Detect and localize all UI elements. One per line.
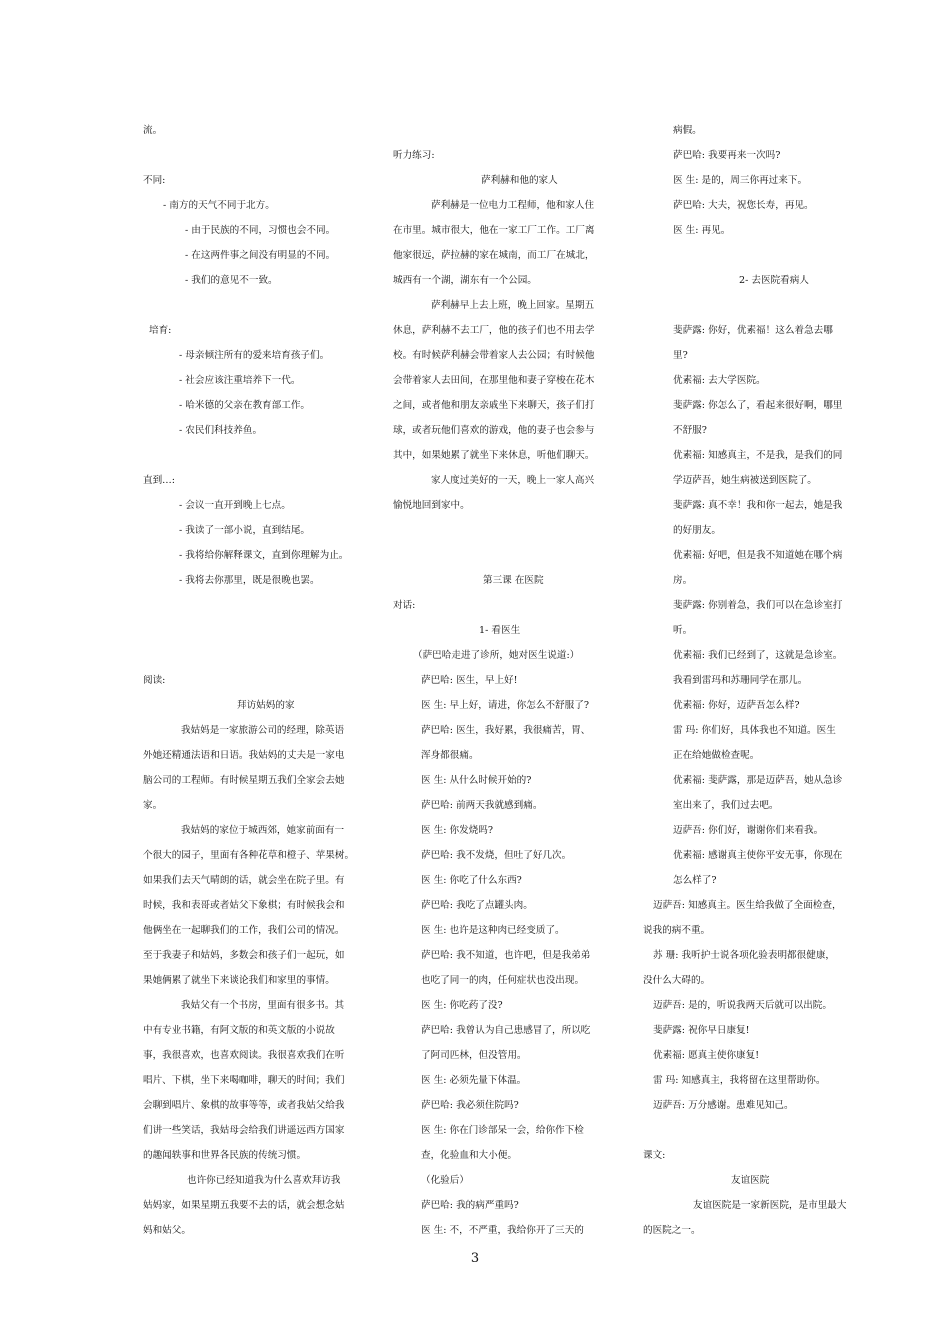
text-line: 休息，萨利赫不去工厂，他的孩子们也不用去学: [393, 325, 595, 336]
text-line: 校。有时候萨利赫会带着家人去公园；有时候他: [393, 350, 595, 361]
text-line: 斐萨露: 你好，优素福！这么着急去哪: [673, 325, 833, 336]
text-line: 优素福: 好吧，但是我不知道她在哪个病: [673, 550, 843, 561]
text-line: 流。: [143, 125, 163, 136]
text-line: 房。: [673, 575, 693, 586]
text-line: 萨巴哈: 我吃了点罐头肉。: [421, 900, 533, 911]
text-line: 愉悦地回到家中。: [393, 500, 470, 511]
column-left: [143, 118, 365, 1243]
text-line: 会带着家人去田间，在那里他和妻子穿梭在花木: [393, 375, 595, 386]
text-line: 的趣闻轶事和世界各民族的传统习惯。: [143, 1150, 307, 1161]
text-line: 优素福: 感谢真主使你平安无事，你现在: [673, 850, 843, 861]
text-line: 学迈萨吾，她生病被送到医院了。: [673, 475, 817, 486]
text-line: 他俩坐在一起聊我们的工作，我们公司的情况。: [143, 925, 345, 936]
text-line: 医 生: 你吃药了没?: [421, 1000, 503, 1011]
text-line: 也吃了同一的肉，任何症状也没出现。: [421, 975, 585, 986]
text-line: 如果我们去天气晴朗的话，就会坐在院子里。有: [143, 875, 345, 886]
text-line: 他家很远，萨拉赫的家在城南，而工厂在城北，: [393, 250, 595, 261]
text-line: - 我读了一部小说，直到结尾。: [179, 525, 311, 536]
text-line: 对话:: [393, 600, 416, 611]
text-line: 斐萨露: 祝你早日康复!: [653, 1025, 750, 1036]
text-line: 萨利赫是一位电力工程师，他和家人住: [431, 200, 595, 211]
text-line: [393, 118, 615, 143]
text-line: 医 生: 也许是这种肉已经变质了。: [421, 925, 565, 936]
text-line: 课文:: [643, 1150, 666, 1161]
text-line: 不舒服?: [673, 425, 707, 436]
text-line: [143, 143, 365, 168]
text-line: 友谊医院: [731, 1175, 770, 1186]
text-line: - 我将给你解释课文，直到你理解为止。: [179, 550, 349, 561]
text-line: 医 生: 必须先量下体温。: [421, 1075, 527, 1086]
text-line: 医 生: 你在门诊部呆一会，给你作下检: [421, 1125, 584, 1136]
text-line: 查，化验血和大小便。: [421, 1150, 517, 1161]
text-line: 医 生: 不，不严重，我给你开了三天的: [421, 1225, 584, 1236]
text-line: 我看到雷玛和苏珊同学在那儿。: [673, 675, 808, 686]
text-line: 萨巴哈: 大夫，祝您长寿，再见。: [673, 200, 814, 211]
text-line: - 由于民族的不同，习惯也会不同。: [185, 225, 336, 236]
text-line: [393, 543, 615, 568]
text-line: 病假。: [673, 125, 702, 136]
text-line: 果她俩累了就坐下来谈论我们和家里的事情。: [143, 975, 335, 986]
text-line: 直到…:: [143, 475, 176, 486]
text-line: 萨利赫早上去上班，晚上回家。星期五: [431, 300, 595, 311]
text-line: 培育:: [149, 325, 172, 336]
text-line: 我姑妈是一家旅游公司的经理，除英语: [181, 725, 345, 736]
text-line: 事，我很喜欢，也喜欢阅读。我很喜欢我们在听: [143, 1050, 345, 1061]
text-line: 外她还精通法语和日语。我姑妈的丈夫是一家电: [143, 750, 345, 761]
text-line: [143, 293, 365, 318]
text-line: 正在给她做检查呢。: [673, 750, 760, 761]
text-line: 雷 玛: 知感真主，我将留在这里帮助你。: [653, 1075, 826, 1086]
text-line: 萨利赫和他的家人: [481, 175, 558, 186]
text-line: - 母亲倾注所有的爱来培育孩子们。: [179, 350, 330, 361]
text-line: 我姑妈的家位于城西郊，她家前面有一: [181, 825, 345, 836]
text-line: 迈萨吾: 你们好，谢谢你们来看我。: [673, 825, 824, 836]
text-line: 不同:: [143, 175, 166, 186]
text-line: 怎么样了?: [673, 875, 717, 886]
text-line: 听力练习:: [393, 150, 435, 161]
text-line: 萨巴哈: 我的病严重吗?: [421, 1200, 519, 1211]
page-number: 3: [470, 1251, 480, 1266]
text-line: 医 生: 你发烧吗?: [421, 825, 494, 836]
text-line: 城西有一个湖，湖东有一个公园。: [393, 275, 537, 286]
text-line: 了阿司匹林，但没管用。: [421, 1050, 527, 1061]
text-line: 家。: [143, 800, 163, 811]
text-line: 脑公司的工程师。有时候星期五我们全家会去她: [143, 775, 345, 786]
text-line: 优素福: 去大学医院。: [673, 375, 766, 386]
text-line: 至于我妻子和姑妈，多数会和孩子们一起玩，如: [143, 950, 345, 961]
text-line: 室出来了，我们过去吧。: [673, 800, 779, 811]
text-line: 也许你已经知道我为什么喜欢拜访我: [187, 1175, 341, 1186]
text-line: [143, 443, 365, 468]
text-line: 迈萨吾: 万分感谢。患难见知己。: [653, 1100, 794, 1111]
text-line: 萨巴哈: 我不发烧，但吐了好几次。: [421, 850, 572, 861]
column-middle: [393, 118, 615, 1243]
text-line: [643, 293, 865, 318]
text-line: [143, 593, 365, 618]
text-line: 萨巴哈: 我不知道，也许吧，但是我弟弟: [421, 950, 591, 961]
text-line: 迈萨吾: 是的，听说我两天后就可以出院。: [653, 1000, 832, 1011]
text-line: 妈和姑父。: [143, 1225, 191, 1236]
text-line: 听。: [673, 625, 693, 636]
text-line: [393, 518, 615, 543]
text-line: 的好朋友。: [673, 525, 721, 536]
text-line: （萨巴哈走进了诊所，她对医生说道:）: [413, 650, 580, 661]
text-line: 医 生: 从什么时候开始的?: [421, 775, 532, 786]
text-line: - 南方的天气不同于北方。: [163, 200, 275, 211]
text-line: 拜访姑妈的家: [237, 700, 295, 711]
text-line: 斐萨露: 你怎么了，看起来很好啊，哪里: [673, 400, 843, 411]
text-line: 时候，我和表哥或者姑父下象棋；有时候我会和: [143, 900, 345, 911]
text-line: [643, 1118, 865, 1143]
text-line: - 我将去你那里，既是很晚也罢。: [179, 575, 320, 586]
text-line: 没什么大碍的。: [643, 975, 711, 986]
text-line: 萨巴哈: 我曾认为自己患感冒了，所以吃: [421, 1025, 591, 1036]
text-line: 医 生: 你吃了什么东西?: [421, 875, 522, 886]
text-line: 在市里。城市很大，他在一家工厂工作。工厂离: [393, 225, 595, 236]
text-line: 的医院之一。: [643, 1225, 701, 1236]
text-line: 优素福: 你好，迈萨吾怎么样?: [673, 700, 800, 711]
text-line: 里?: [673, 350, 688, 361]
text-line: 家人度过美好的一天，晚上一家人高兴: [431, 475, 595, 486]
text-line: （化验后）: [421, 1175, 469, 1186]
text-line: 医 生: 再见。: [673, 225, 731, 236]
text-line: 迈萨吾: 知感真主。医生给我做了全面检查，: [653, 900, 842, 911]
text-line: 浑身都很痛。: [421, 750, 479, 761]
text-line: 萨巴哈: 前两天我就感到痛。: [421, 800, 543, 811]
text-line: 中有专业书籍，有阿文版的和英文版的小说故: [143, 1025, 335, 1036]
column-right: [643, 118, 865, 1243]
text-line: 们讲一些笑话，我姑母会给我们讲遥远西方国家: [143, 1125, 345, 1136]
text-line: 苏 珊: 我听护士说各项化验表明都很健康，: [653, 950, 836, 961]
text-line: 1- 看医生: [479, 625, 521, 636]
text-line: - 在这两件事之间没有明显的不同。: [185, 250, 336, 261]
text-line: [143, 643, 365, 668]
text-line: 萨巴哈: 医生，早上好!: [421, 675, 518, 686]
text-line: 医 生: 是的，周三你再过来下。: [673, 175, 808, 186]
text-line: - 我们的意见不一致。: [185, 275, 278, 286]
text-line: 萨巴哈: 我要再来一次吗?: [673, 150, 781, 161]
text-line: [643, 243, 865, 268]
text-line: - 农民们科技养鱼。: [179, 425, 263, 436]
text-line: 第三课 在医院: [483, 575, 544, 586]
text-line: 优素福: 愿真主使你康复!: [653, 1050, 760, 1061]
text-line: 球，或者玩他们喜欢的游戏，他的妻子也会参与: [393, 425, 595, 436]
text-line: 个很大的园子，里面有各种花草和橙子、苹果树。: [143, 850, 355, 861]
text-line: 会聊到唱片、象棋的故事等等，或者我姑父给我: [143, 1100, 345, 1111]
text-line: 斐萨露: 你别着急，我们可以在急诊室打: [673, 600, 843, 611]
text-line: - 会议一直开到晚上七点。: [179, 500, 291, 511]
text-line: 萨巴哈: 医生，我好累，我很痛苦，胃、: [421, 725, 591, 736]
text-line: 我姑父有一个书房，里面有很多书。其: [181, 1000, 345, 1011]
text-line: 医 生: 早上好，请进，你怎么不舒服了?: [421, 700, 589, 711]
text-line: 萨巴哈: 我必须住院吗?: [421, 1100, 519, 1111]
text-line: 阅读:: [143, 675, 166, 686]
text-line: [143, 618, 365, 643]
text-line: 之间，或者他和朋友亲戚坐下来聊天，孩子们打: [393, 400, 595, 411]
text-line: 优素福: 知感真主，不是我，是我们的同: [673, 450, 843, 461]
text-line: 2- 去医院看病人: [739, 275, 809, 286]
text-line: 唱片、下棋，坐下来喝咖啡，聊天的时间；我们: [143, 1075, 345, 1086]
text-line: 优素福: 斐萨露，那是迈萨吾，她从急诊: [673, 775, 843, 786]
text-line: 优素福: 我们已经到了，这就是急诊室。: [673, 650, 843, 661]
text-line: 其中，如果她累了就坐下来休息，听他们聊天。: [393, 450, 595, 461]
text-line: - 社会应该注重培养下一代。: [179, 375, 301, 386]
text-line: 斐萨露: 真不幸！我和你一起去，她是我: [673, 500, 843, 511]
text-line: 姑妈家，如果星期五我要不去的话，就会想念姑: [143, 1200, 345, 1211]
text-line: 说我的病不重。: [643, 925, 711, 936]
text-line: - 哈米德的父亲在教育部工作。: [179, 400, 311, 411]
text-line: 雷 玛: 你们好，具体我也不知道。医生: [673, 725, 836, 736]
text-line: 友谊医院是一家新医院，是市里最大: [693, 1200, 847, 1211]
